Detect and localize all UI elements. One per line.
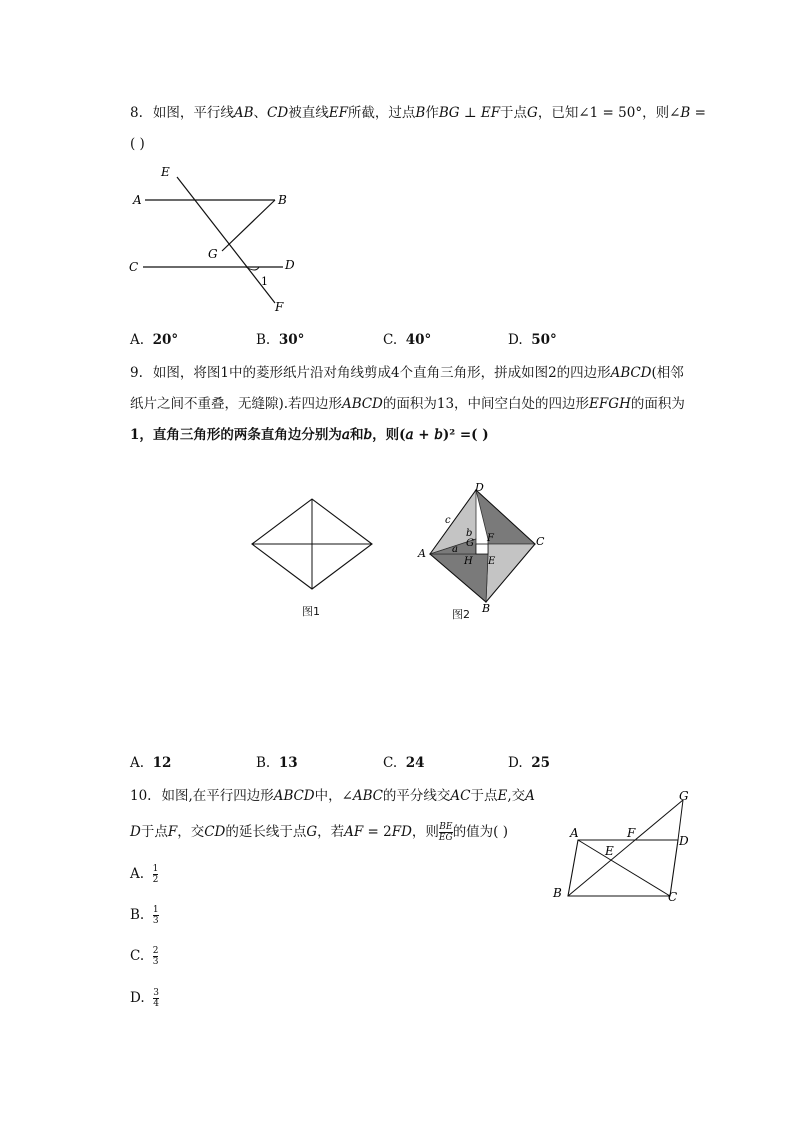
q10-figure [548,784,698,909]
q9-stem-line1 [130,363,684,383]
option-letter: C. [130,948,145,964]
fraction-numerator: 1 [152,905,159,915]
fraction-denominator: 3 [152,957,159,967]
label-f: F [275,300,284,314]
label-e: E [161,165,170,179]
parallelogram-abcd [568,840,678,896]
option-value: 24 [405,755,425,771]
label-c: C [129,260,139,274]
option-letter: B. [130,907,145,923]
label-b-side: b [466,528,473,539]
option-letter: A. [130,755,145,771]
option-value: 12 [152,755,172,771]
q9-stem-line3: 1，直角三角形的两条直角边分别为𝑎和𝑏，则(𝑎 + 𝑏)² =( ) [130,427,489,443]
bisector-bg [568,800,683,896]
label-e: E [605,844,614,858]
option-letter: A. [130,332,145,348]
q9-number: 9. [130,365,143,381]
center-square-efgh [476,544,488,554]
fraction-numerator: 𝐵𝐸 [439,822,453,832]
label-c-side: c [445,515,451,526]
option-letter: A. [130,866,145,882]
q8-stem-line1 [130,103,706,123]
q8-stem-text: 如图，平行线𝐴𝐵、𝐶𝐷被直线𝐸𝐹所截，过点𝐵作𝐵𝐺 ⊥ 𝐸𝐹于点𝐺，已知∠1 = 50°，则∠𝐵 = [152,105,706,121]
label-a-side: a [452,544,458,555]
label-a: A [133,193,142,207]
option-value: 40° [405,332,432,348]
label-d: D [679,834,689,848]
option-value: 20° [152,332,179,348]
option-value: 13 [278,755,298,771]
diagonal-ac [578,840,670,896]
label-d: D [285,258,295,272]
label-g: G [679,789,689,803]
q8-option-c[interactable] [383,332,431,348]
segment-bg [222,200,275,251]
fraction-numerator: 1 [152,864,159,874]
q10-fraction-be-eg [439,822,453,843]
q10-option-c[interactable] [130,946,158,967]
label-d: D [475,481,484,494]
q10-option-a[interactable] [130,864,158,885]
label-1: 1 [261,275,268,288]
q8-option-a[interactable] [130,332,178,348]
q10-option-b[interactable] [130,905,159,926]
label-b: B [278,193,287,207]
q10-stem-line1 [130,786,535,806]
q10-stem-text2: 𝐷于点𝐹，交𝐶𝐷的延长线于点𝐺，若𝐴𝐹 = 2𝐹𝐷，则 [130,824,439,840]
q10-stem-text3: 的值为( ) [452,824,509,840]
label-b: B [553,886,562,900]
q9-figure1 [248,495,376,595]
q8-figure [125,165,310,315]
q9-option-c[interactable] [383,755,425,771]
q10-stem-text: 如图,在平行四边形𝐴𝐵𝐶𝐷中，∠𝐴𝐵𝐶的平分线交𝐴𝐶于点𝐸,交𝐴 [161,788,535,804]
q9-stem-text: 如图，将图1中的菱形纸片沿对角线剪成4个直角三角形，拼成如图2的四边形𝐴𝐵𝐶𝐷(相邻 [152,365,684,381]
fig1-caption: 图1 [302,605,320,618]
label-c: C [536,535,545,548]
label-h: H [464,556,473,567]
q10-number: 10. [130,788,152,804]
q8-option-b[interactable] [256,332,304,348]
q9-stem-line2: 纸片之间不重叠，无缝隙).若四边形𝐴𝐵𝐶𝐷的面积为13，中间空白处的四边形𝐸𝐹𝐺𝐻的面积为 [130,396,685,412]
label-f: F [487,533,494,544]
fraction-denominator: 4 [153,999,159,1009]
q9-figure2 [414,478,554,618]
option-letter: B. [256,332,271,348]
label-g: G [208,247,218,261]
option-letter: C. [383,332,398,348]
option-letter: D. [508,755,523,771]
q8-number: 8. [130,105,143,121]
q8-stem-line2: ( ) [130,136,145,152]
label-a: A [418,547,426,560]
fraction-numerator: 3 [153,988,159,998]
option-letter: D. [130,990,145,1006]
q10-stem-line2 [130,822,508,843]
label-c: C [668,890,678,904]
fraction-numerator: 2 [152,946,159,956]
fraction-denominator: 3 [152,916,159,926]
label-f: F [627,826,636,840]
label-e: E [488,556,496,567]
option-fraction [153,864,159,885]
option-value: 50° [531,332,557,348]
q9-option-a[interactable] [130,755,171,771]
fraction-denominator: 𝐸𝐺 [438,833,453,843]
option-value: 25 [531,755,551,771]
q8-option-d[interactable] [508,332,557,348]
option-letter: D. [508,332,523,348]
label-b: B [482,602,491,615]
fig2-caption: 图2 [452,608,470,621]
label-g: G [466,538,474,549]
option-fraction [153,946,159,967]
option-value: 30° [278,332,305,348]
q9-option-b[interactable] [256,755,298,771]
fraction-denominator: 2 [152,875,159,885]
option-fraction [153,905,159,926]
q10-option-d[interactable] [130,988,159,1009]
label-a: A [570,826,579,840]
option-letter: B. [256,755,271,771]
option-fraction [153,988,159,1009]
q9-option-d[interactable] [508,755,550,771]
option-letter: C. [383,755,398,771]
